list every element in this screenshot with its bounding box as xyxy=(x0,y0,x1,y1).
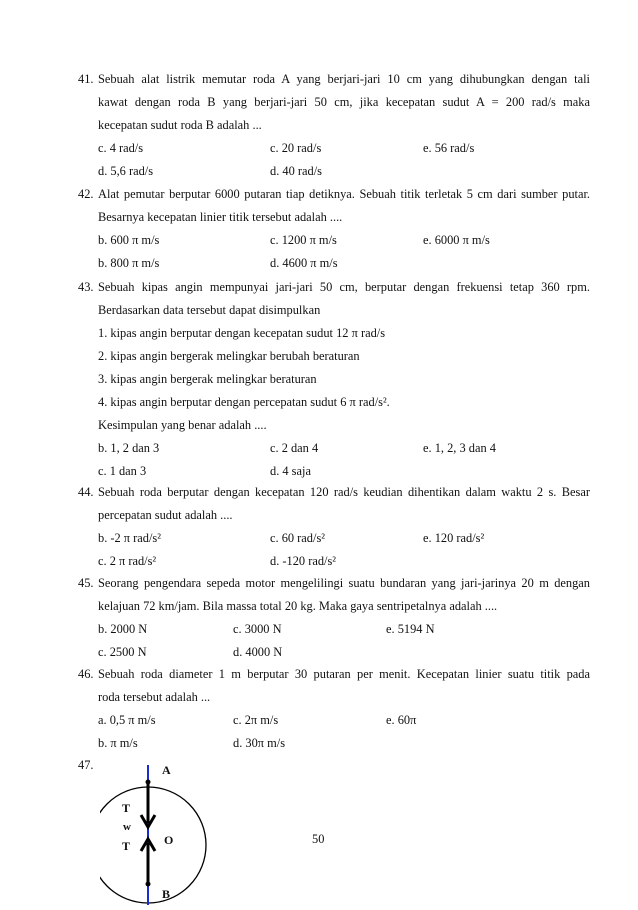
option: b. 800 π m/s xyxy=(98,256,160,270)
question-number: 44. xyxy=(78,485,94,499)
option: c. 2π m/s xyxy=(233,713,279,727)
page-number: 50 xyxy=(312,832,325,846)
option: b. 2000 N xyxy=(98,622,148,636)
option: e. 6000 π m/s xyxy=(423,233,490,247)
option: e. 60π xyxy=(386,713,417,727)
question-text-line: Sebuah alat listrik memutar roda A yang berjari-jari 10 cm yang dihubungkan dengan tali xyxy=(98,72,590,86)
option: b. π m/s xyxy=(98,736,138,750)
question-number: 43. xyxy=(78,280,94,294)
option: c. 2 π rad/s² xyxy=(98,554,157,568)
label-o: O xyxy=(164,833,174,847)
label-b: B xyxy=(162,887,171,901)
question-text-line: Sebuah roda diameter 1 m berputar 30 putaran per menit. Kecepatan linier suatu titik pada xyxy=(98,667,590,681)
options-row xyxy=(78,550,590,573)
option: b. 600 π m/s xyxy=(98,233,160,247)
options-row xyxy=(78,137,590,160)
point-b xyxy=(146,882,151,887)
option: c. 2500 N xyxy=(98,645,147,659)
options-row xyxy=(78,732,590,755)
question-number: 45. xyxy=(78,576,94,590)
question-text-line: percepatan sudut adalah .... xyxy=(98,508,233,522)
option: d. 4000 N xyxy=(233,645,283,659)
question-text-line: kawat dengan roda B yang berjari-jari 50 cm, jika kecepatan sudut A = 200 rad/s maka xyxy=(98,95,590,109)
question-text-line: Besarnya kecepatan linier titik tersebut adalah .... xyxy=(98,210,343,224)
statement-2: 2. kipas angin bergerak melingkar berubah beraturan xyxy=(98,349,360,363)
question-text-line: Seorang pengendara sepeda motor mengelilingi suatu bundaran yang jari-jarinya 20 m dengan xyxy=(98,576,590,590)
question-42 xyxy=(78,183,590,275)
question-45 xyxy=(78,572,590,664)
option: e. 5194 N xyxy=(386,622,435,636)
question-text-line: Alat pemutar berputar 6000 putaran tiap detiknya. Sebuah titik terletak 5 cm dari sumber putar. xyxy=(98,187,590,201)
option: a. 0,5 π m/s xyxy=(98,713,156,727)
label-t-upper: T xyxy=(122,801,131,815)
question-text-line: Kesimpulan yang benar adalah .... xyxy=(98,418,267,432)
option: c. 60 rad/s² xyxy=(270,531,325,545)
options-row xyxy=(78,709,590,732)
option: e. 120 rad/s² xyxy=(423,531,485,545)
options-row xyxy=(78,641,590,664)
question-text-line: roda tersebut adalah ... xyxy=(98,690,211,704)
question-text-line: kelajuan 72 km/jam. Bila massa total 20 kg. Maka gaya sentripetalnya adalah .... xyxy=(98,599,498,613)
statement-1: 1. kipas angin berputar dengan kecepatan sudut 12 π rad/s xyxy=(98,326,386,340)
question-number: 46. xyxy=(78,667,94,681)
option: c. 20 rad/s xyxy=(270,141,322,155)
option: b. -2 π rad/s² xyxy=(98,531,161,545)
option: c. 1 dan 3 xyxy=(98,464,147,478)
question-43 xyxy=(78,276,590,483)
question-text-line: kecepatan sudut roda B adalah ... xyxy=(98,118,262,132)
options-row xyxy=(78,229,590,252)
option: e. 1, 2, 3 dan 4 xyxy=(423,441,496,455)
option: d. 30π m/s xyxy=(233,736,286,750)
point-a xyxy=(146,780,151,785)
options-row xyxy=(78,618,590,641)
label-w: w xyxy=(123,821,131,833)
options-row xyxy=(78,160,590,183)
circle-diagram-svg xyxy=(100,765,210,905)
option: d. 4 saja xyxy=(270,464,311,478)
circle-diagram xyxy=(100,765,210,905)
label-a: A xyxy=(162,763,171,777)
options-row xyxy=(78,437,590,460)
question-text-line: Sebuah roda berputar dengan kecepatan 120 rad/s keudian dihentikan dalam waktu 2 s. Besar xyxy=(98,485,590,499)
question-41 xyxy=(78,68,590,183)
label-t-lower: T xyxy=(122,839,131,853)
question-text-line: Sebuah kipas angin mempunyai jari-jari 50 cm, berputar dengan frekuensi tetap 360 rpm. xyxy=(98,280,590,294)
question-46 xyxy=(78,663,590,755)
option: d. 40 rad/s xyxy=(270,164,322,178)
question-number: 47. xyxy=(78,758,94,772)
option: d. 5,6 rad/s xyxy=(98,164,154,178)
options-row xyxy=(78,252,590,275)
option: c. 2 dan 4 xyxy=(270,441,319,455)
option: e. 56 rad/s xyxy=(423,141,475,155)
statement-4: 4. kipas angin berputar dengan percepatan sudut 6 π rad/s². xyxy=(98,395,390,409)
option: d. 4600 π m/s xyxy=(270,256,338,270)
options-row xyxy=(78,527,590,550)
option: c. 4 rad/s xyxy=(98,141,144,155)
option: b. 1, 2 dan 3 xyxy=(98,441,160,455)
option: d. -120 rad/s² xyxy=(270,554,337,568)
question-number: 42. xyxy=(78,187,94,201)
options-row xyxy=(78,460,590,483)
option: c. 1200 π m/s xyxy=(270,233,337,247)
statement-3: 3. kipas angin bergerak melingkar beraturan xyxy=(98,372,317,386)
question-text-line: Berdasarkan data tersebut dapat disimpulkan xyxy=(98,303,321,317)
question-44 xyxy=(78,481,590,573)
question-number: 41. xyxy=(78,72,94,86)
option: c. 3000 N xyxy=(233,622,282,636)
